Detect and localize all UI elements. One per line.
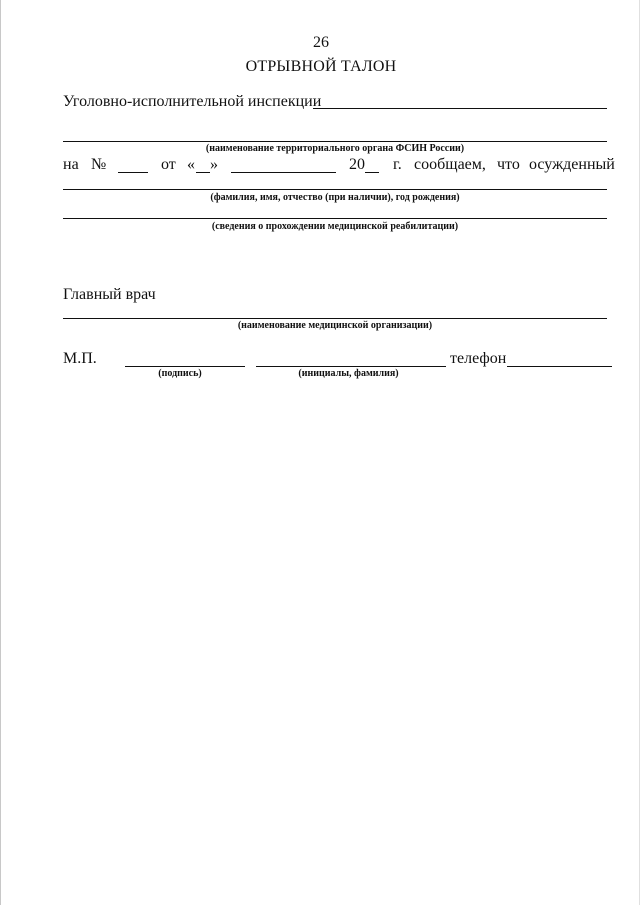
chief-doctor-label: Главный врач bbox=[63, 286, 156, 303]
inspection-name-field[interactable] bbox=[313, 108, 607, 109]
month-field[interactable] bbox=[231, 172, 336, 173]
quote-close: » bbox=[210, 156, 218, 173]
rehab-info-caption: (сведения о прохождении медицинской реабилитации) bbox=[211, 221, 459, 232]
na-label: на bbox=[63, 156, 79, 173]
medical-org-caption: (наименование медицинской организации) bbox=[237, 320, 433, 331]
ot-label: от bbox=[161, 156, 176, 173]
stamp-label: М.П. bbox=[63, 350, 97, 367]
day-field[interactable] bbox=[196, 172, 210, 173]
chto-label: что bbox=[497, 156, 520, 173]
number-sign: № bbox=[91, 156, 107, 173]
form-title: ОТРЫВНОЙ ТАЛОН bbox=[245, 58, 397, 75]
initials-field[interactable] bbox=[256, 366, 446, 367]
territorial-organ-caption: (наименование территориального органа ФСИН России) bbox=[205, 143, 465, 154]
medical-org-field[interactable] bbox=[63, 318, 607, 319]
page-number: 26 bbox=[313, 34, 329, 51]
territorial-organ-field[interactable] bbox=[63, 141, 607, 142]
inspection-label: Уголовно-исполнительной инспекции bbox=[63, 93, 322, 110]
year-prefix: 20 bbox=[349, 156, 365, 173]
osuzhdenny-label: осужденный bbox=[529, 156, 615, 173]
year-field[interactable] bbox=[365, 172, 379, 173]
quote-open: « bbox=[187, 156, 195, 173]
year-suffix: г. bbox=[393, 156, 402, 173]
phone-field[interactable] bbox=[507, 366, 612, 367]
signature-caption: (подпись) bbox=[158, 368, 202, 379]
initials-caption: (инициалы, фамилия) bbox=[298, 368, 399, 379]
phone-label: телефон bbox=[450, 350, 507, 367]
signature-field[interactable] bbox=[125, 366, 245, 367]
full-name-field[interactable] bbox=[63, 189, 607, 190]
full-name-caption: (фамилия, имя, отчество (при наличии), год рождения) bbox=[210, 192, 460, 203]
soobshchaem-label: сообщаем, bbox=[414, 156, 486, 173]
document-number-field[interactable] bbox=[118, 172, 148, 173]
rehab-info-field[interactable] bbox=[63, 218, 607, 219]
